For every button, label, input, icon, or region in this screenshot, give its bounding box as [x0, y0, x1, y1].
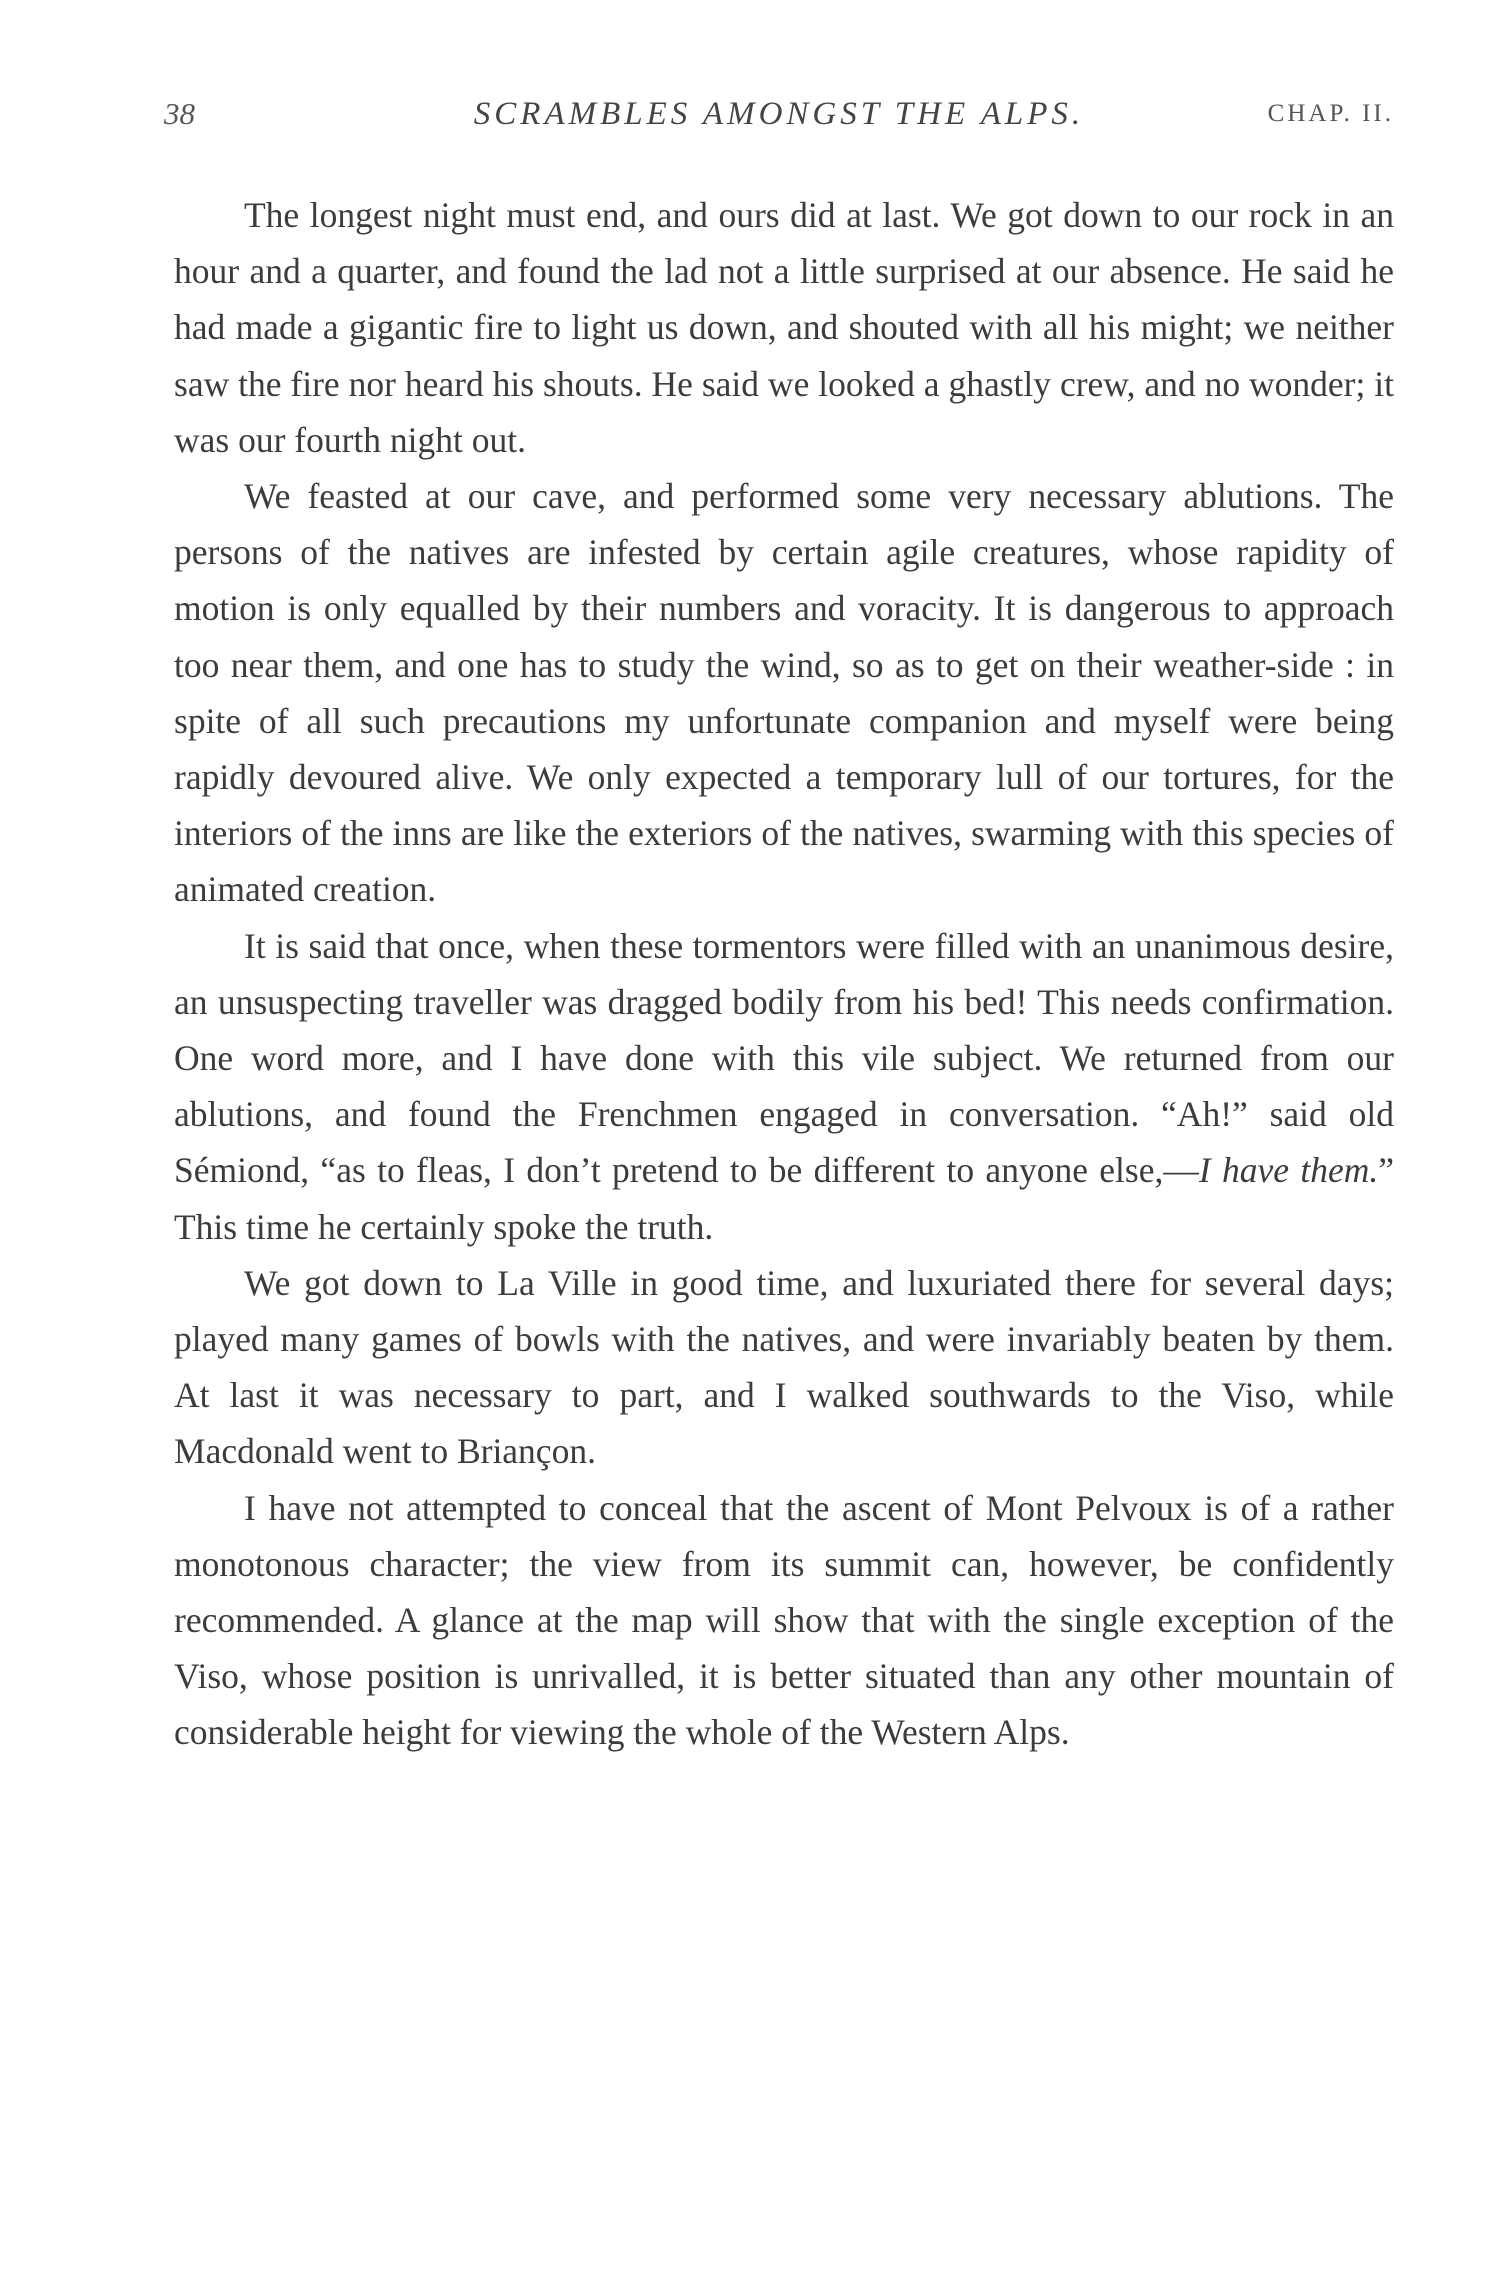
paragraph-3-text-end: ” This time he certainly spoke the truth. [174, 1150, 1395, 1247]
paragraph-2: We feasted at our cave, and performed some very necessary ablutions. The persons of the natives are infested by certain agile creatures, whose rapidity of motion is only equalled by their numbers and voracity. It is dangerous to approach too near them, and one has to study the wind, so as to get on their weather-side : in spite of all such precautions my unfortunate companion and myself were being rapidly devoured alive. We only expected a temporary lull of our tortures, for the interiors of the inns are like the exteriors of the natives, swarming with this species of animated creation. [174, 476, 1394, 910]
page-header [164, 96, 1394, 156]
paragraph-3-text-start: It is said that once, when these tormentors were filled with an unanimous desire, an unsuspecting traveller was dragged bodily from his bed! This needs confirmation. One word more, and I have done with this vile subject. We returned from our ablutions, and found the Frenchmen engaged in conversation. “Ah!” said old Sémiond, “as to fleas, I don’t pretend to be different to anyone else,— [174, 925, 1394, 1191]
paragraph-3 [174, 918, 1394, 1255]
paragraph-4: We got down to La Ville in good time, and luxuriated there for several days; played many games of bowls with the natives, and were invariably beaten by them. At last it was necessary to part, and I walked southwards to the Viso, while Macdonald went to Briançon. [174, 1262, 1394, 1472]
running-title: SCRAMBLES AMONGST THE ALPS. [473, 96, 1085, 132]
paragraph-1: The longest night must end, and ours did at last. We got down to our rock in an hour and a quarter, and found the lad not a little surprised at our absence. He said he had made a gigantic fire to light us down, and shouted with all his might; we neither saw the fire nor heard his shouts. He said we looked a ghastly crew, and no wonder; it was our fourth night out. [174, 195, 1394, 460]
paragraph-5: I have not attempted to conceal that the ascent of Mont Pelvoux is of a rather monotonous character; the view from its summit can, however, be confidently recommended. A glance at the map will show that with the single exception of the Viso, whose position is unrivalled, it is better situated than any other mountain of considerable height for viewing the whole of the Western Alps. [174, 1487, 1394, 1753]
page-number: 38 [164, 96, 195, 131]
body-text [174, 187, 1394, 1761]
paragraph-3-italic-quote: I have them. [1198, 1150, 1379, 1191]
chapter-label: CHAP. II. [1267, 100, 1394, 127]
